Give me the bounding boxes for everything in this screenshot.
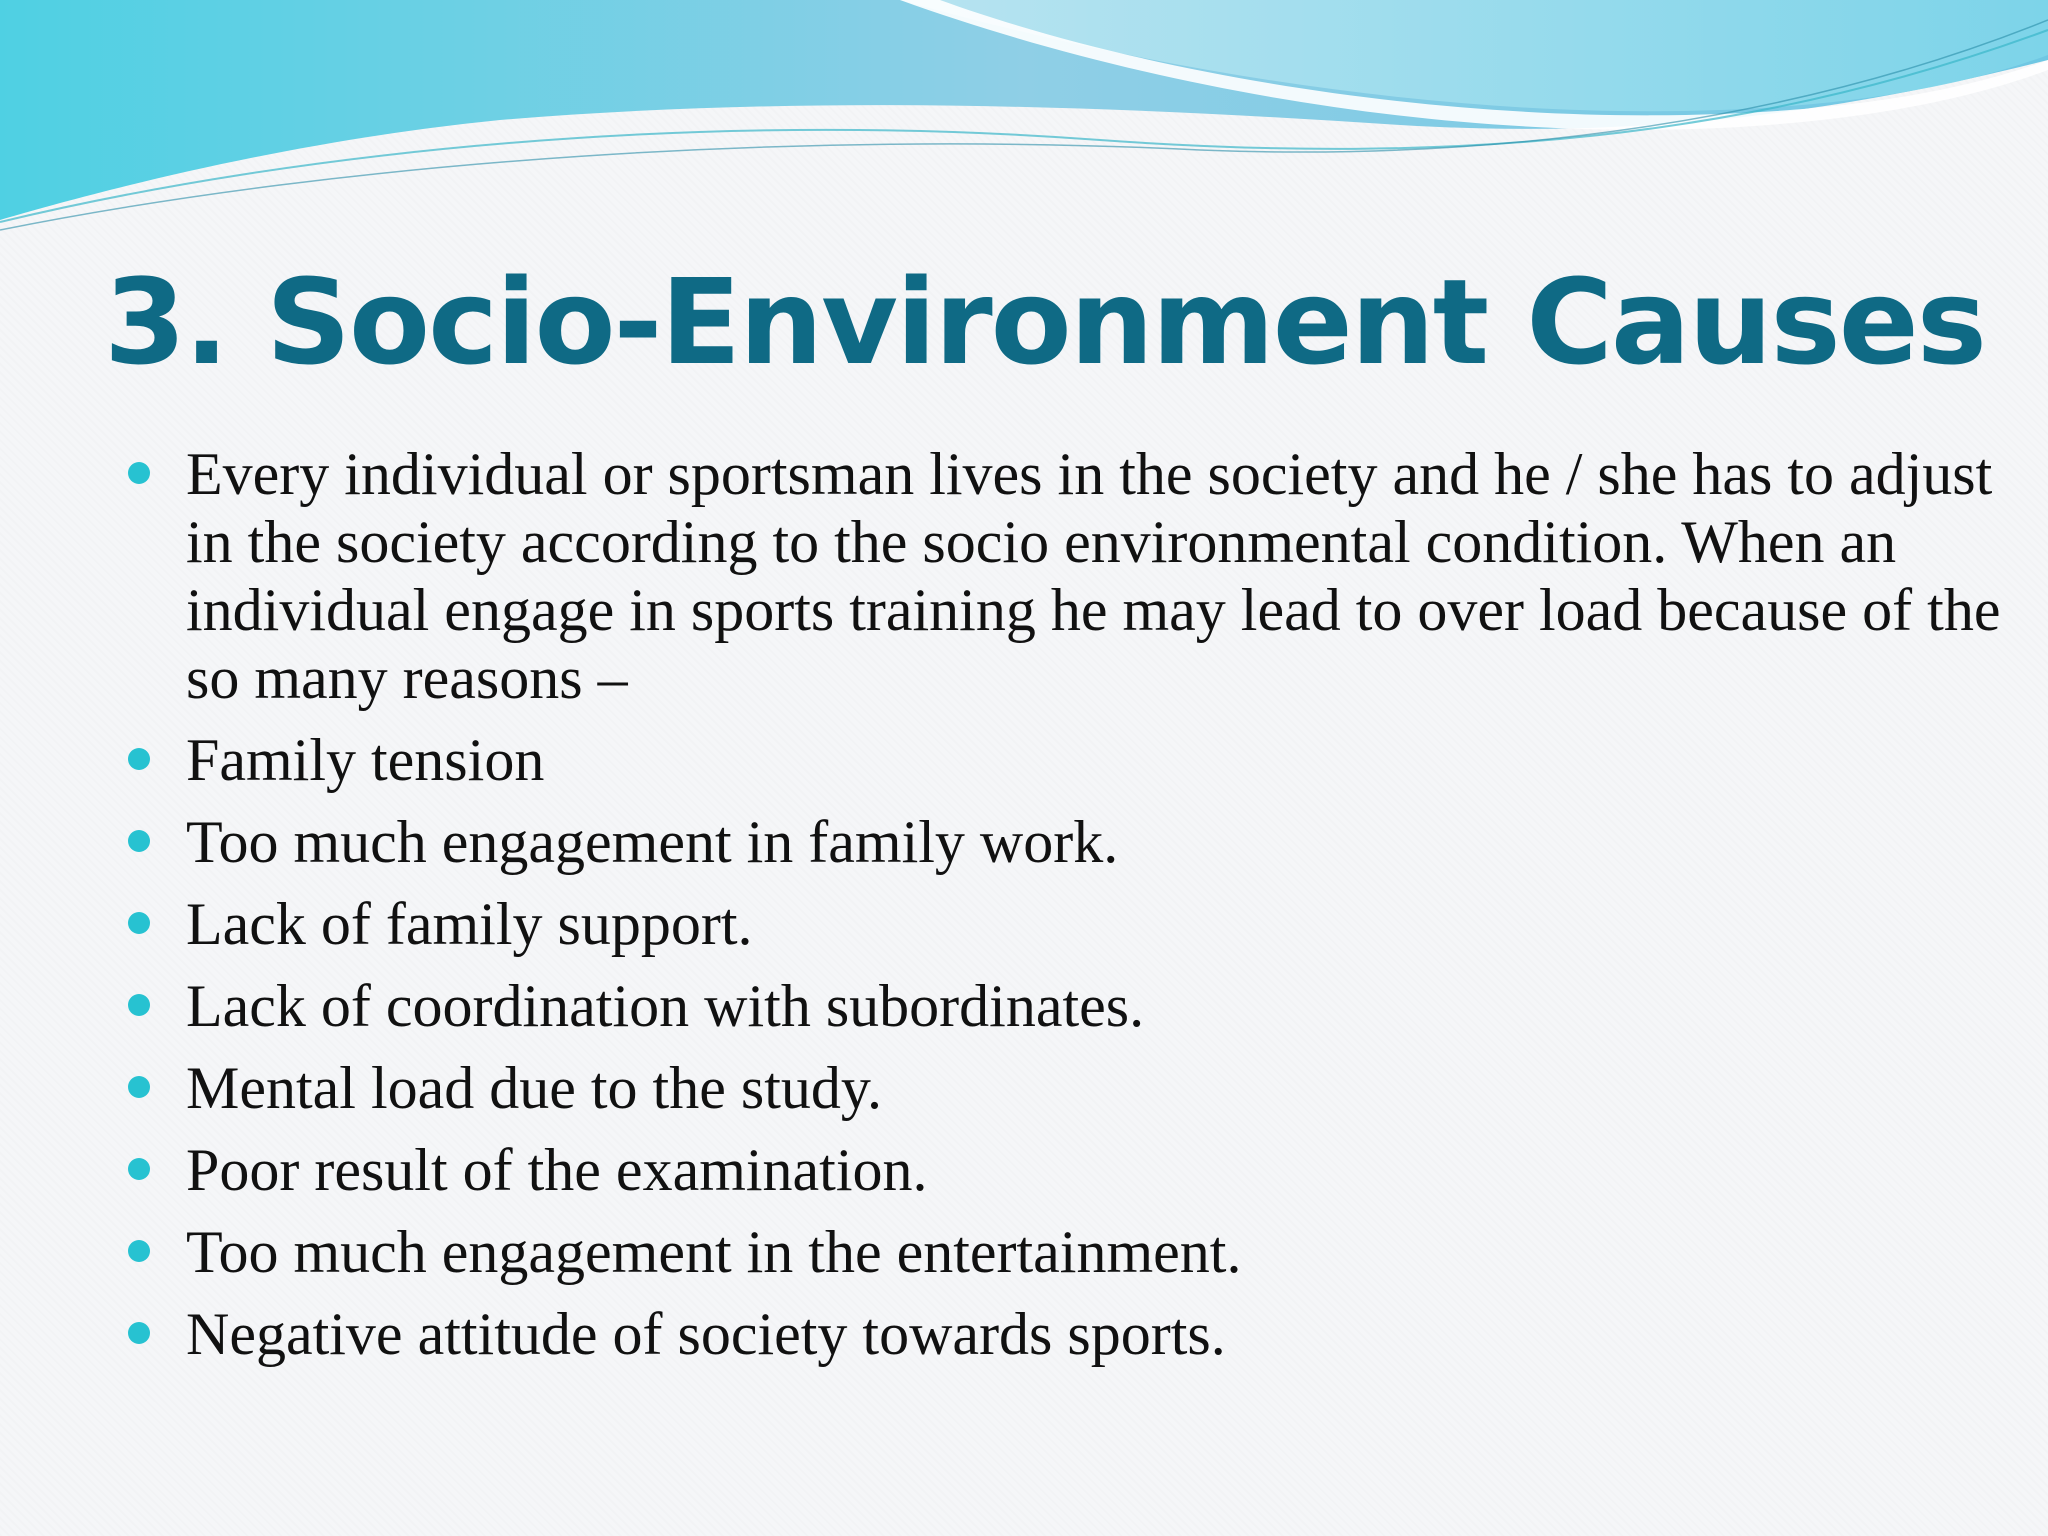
bullet-text: Lack of coordination with subordinates. <box>186 973 1145 1039</box>
list-item <box>128 808 2008 876</box>
list-item <box>128 1218 2008 1286</box>
bullet-icon <box>128 1076 150 1098</box>
header-wave-decoration <box>0 0 2048 260</box>
list-item <box>128 726 2008 794</box>
list-item <box>128 890 2008 958</box>
bullet-text: Poor result of the examination. <box>186 1137 928 1203</box>
bullet-text: Too much engagement in the entertainment. <box>186 1219 1242 1285</box>
slide-title: 3. Socio-Environment Causes <box>104 253 1985 391</box>
bullet-text: Too much engagement in family work. <box>186 809 1119 875</box>
bullet-icon <box>128 1240 150 1262</box>
bullet-icon <box>128 912 150 934</box>
bullet-icon <box>128 748 150 770</box>
list-item <box>128 1136 2008 1204</box>
list-item <box>128 972 2008 1040</box>
list-item <box>128 1054 2008 1122</box>
bullet-text: Every individual or sportsman lives in the society and he / she has to adjust in the society according to the socio environmental condition. When an individual engage in sports training he may lead to over load because of the so many reasons – <box>186 441 2001 711</box>
bullet-icon <box>128 462 150 484</box>
bullet-icon <box>128 994 150 1016</box>
bullet-list <box>128 440 2008 1382</box>
bullet-text: Lack of family support. <box>186 891 753 957</box>
bullet-text: Family tension <box>186 727 545 793</box>
bullet-icon <box>128 1158 150 1180</box>
bullet-text: Mental load due to the study. <box>186 1055 882 1121</box>
list-item <box>128 1300 2008 1368</box>
list-item <box>128 440 2008 712</box>
bullet-icon <box>128 830 150 852</box>
bullet-text: Negative attitude of society towards sports. <box>186 1301 1226 1367</box>
bullet-icon <box>128 1322 150 1344</box>
